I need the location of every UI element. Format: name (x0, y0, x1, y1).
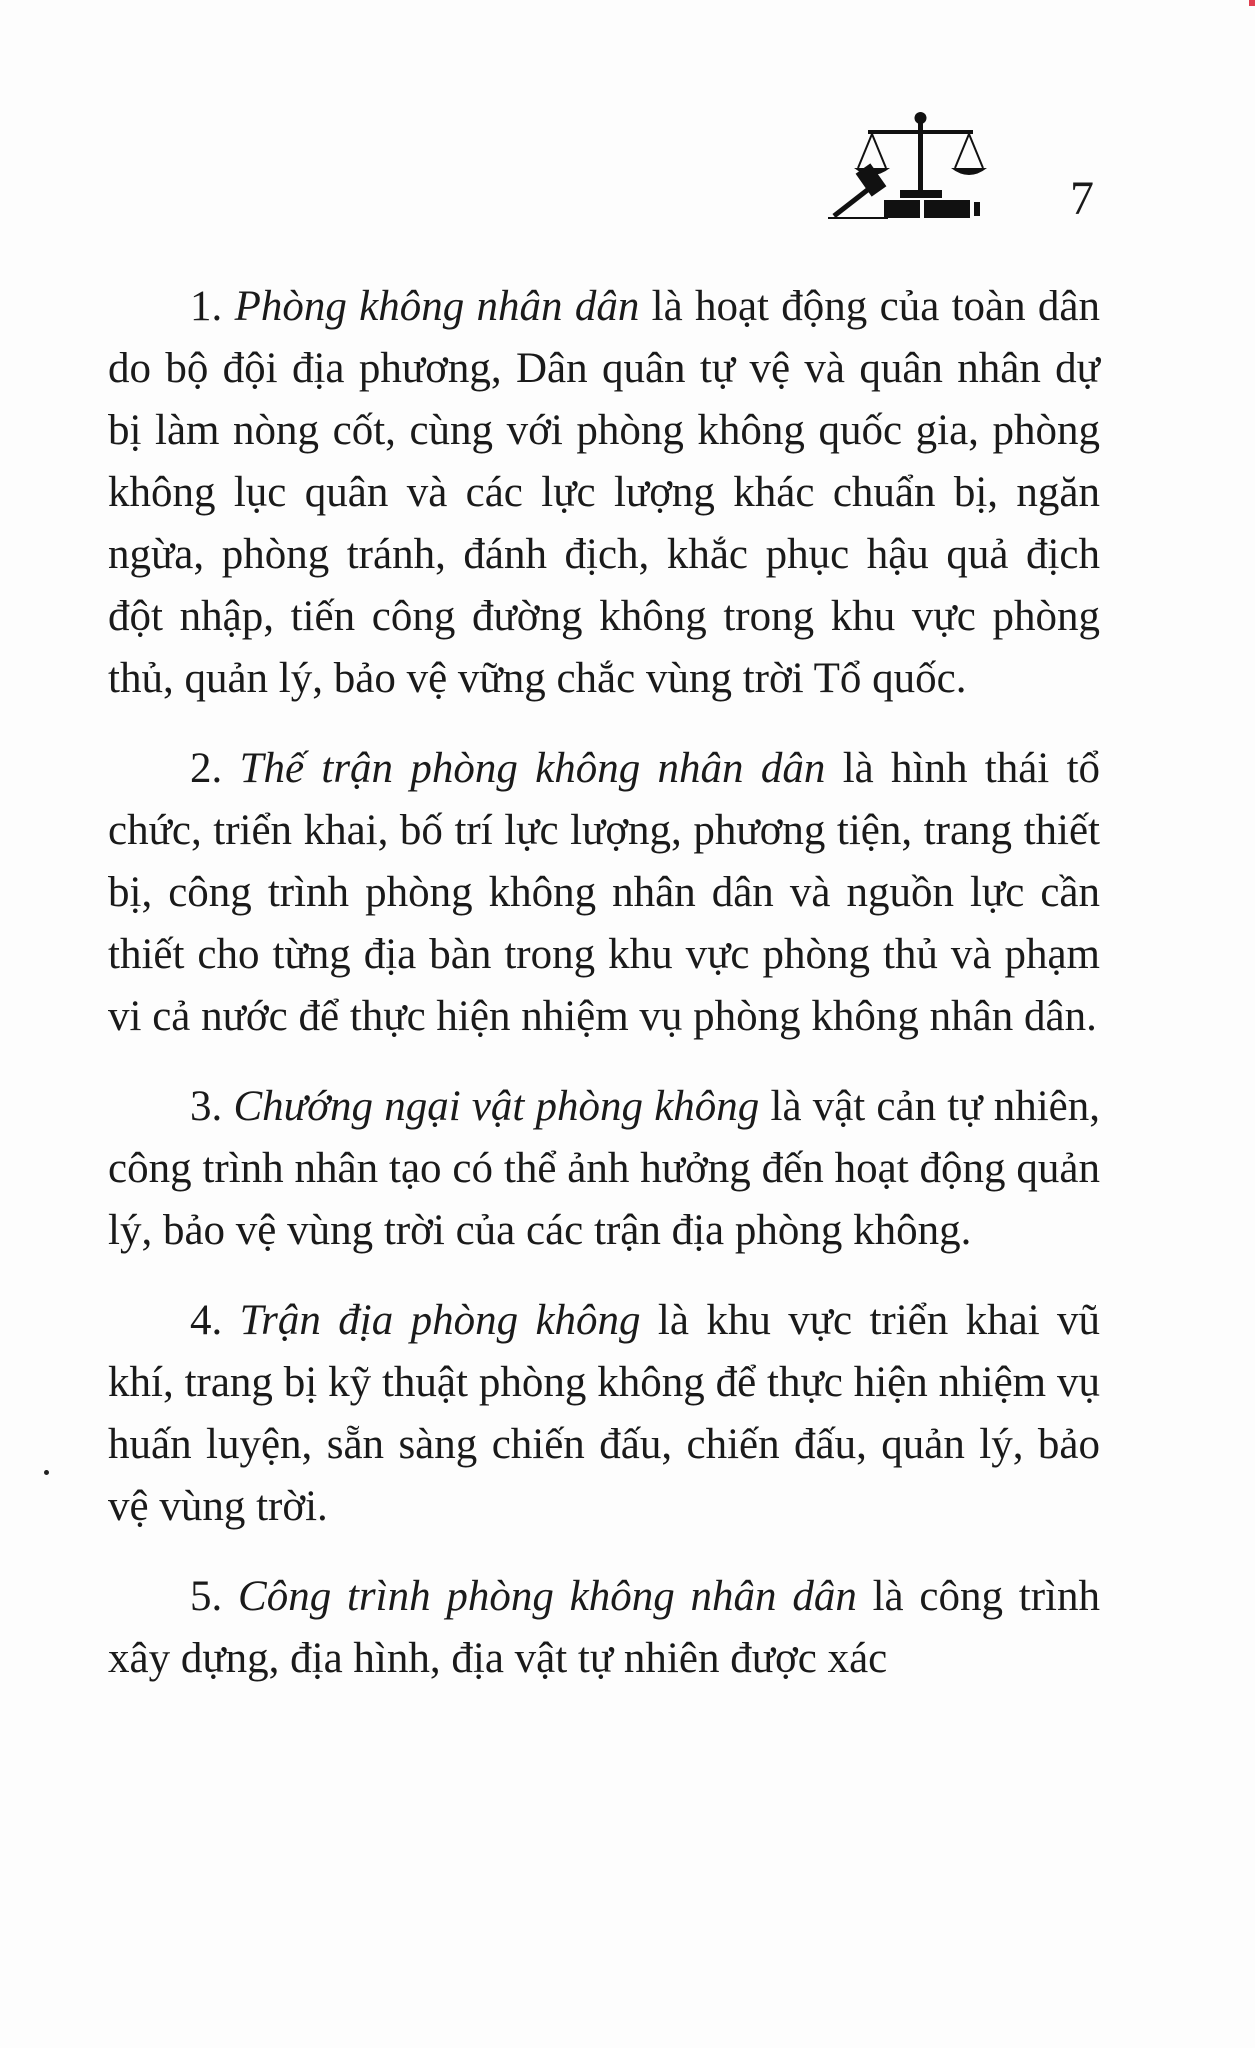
scan-edge-mark (1249, 0, 1255, 6)
paragraph-number: 1. (190, 283, 223, 330)
definition-text: là khu vực triển khai vũ khí, trang bị kỹ thuật phòng không để thực hiện nhiệm vụ huấn luyện, sẵn sàng chiến đấu, chiến đấu, quản lý, bảo vệ vùng trời. (108, 1297, 1101, 1530)
paragraph-number: 4. (190, 1297, 223, 1344)
defined-term: Phòng không nhân dân (234, 283, 640, 330)
defined-term: Thế trận phòng không nhân dân (239, 745, 826, 792)
definition-text: là hoạt động của toàn dân do bộ đội địa phương, Dân quân tự vệ và quân nhân dự bị làm nòng cốt, cùng với phòng không quốc gia, phòng không lục quân và các lực lượng khác chuẩn bị, ngăn ngừa, phòng tránh, đánh địch, khắc phục hậu quả địch đột nhập, tiến công đường không trong khu vực phòng thủ, quản lý, bảo vệ vững chắc vùng trời Tổ quốc. (108, 283, 1101, 702)
definition-paragraph-3 (108, 1076, 1100, 1262)
defined-term: Trận địa phòng không (239, 1297, 641, 1344)
defined-term: Chướng ngại vật phòng không (233, 1083, 760, 1130)
definition-paragraph-5 (108, 1566, 1100, 1690)
defined-term: Công trình phòng không nhân dân (238, 1573, 857, 1620)
paragraph-number: 5. (190, 1573, 223, 1620)
definition-paragraph-4 (108, 1290, 1100, 1538)
definition-paragraph-1 (108, 276, 1100, 710)
definition-text: là vật cản tự nhiên, công trình nhân tạo có thể ảnh hưởng đến hoạt động quản lý, bảo vệ vùng trời của các trận địa phòng không. (108, 1083, 1100, 1254)
scales-of-justice-and-gavel-icon (828, 108, 1008, 223)
definition-paragraph-2 (108, 738, 1100, 1048)
scan-speck (44, 1470, 49, 1475)
page-number: 7 (1070, 172, 1094, 225)
paragraph-number: 3. (190, 1083, 223, 1130)
definition-text: là hình thái tổ chức, triển khai, bố trí lực lượng, phương tiện, trang thiết bị, công trình phòng không nhân dân và nguồn lực cần thiết cho từng địa bàn trong khu vực phòng thủ và phạm vi cả nước để thực hiện nhiệm vụ phòng không nhân dân. (108, 745, 1101, 1040)
body-text (108, 276, 1100, 1718)
definition-text: là công trình xây dựng, địa hình, địa vật tự nhiên được xác (108, 1573, 1100, 1682)
paragraph-number: 2. (190, 745, 223, 792)
